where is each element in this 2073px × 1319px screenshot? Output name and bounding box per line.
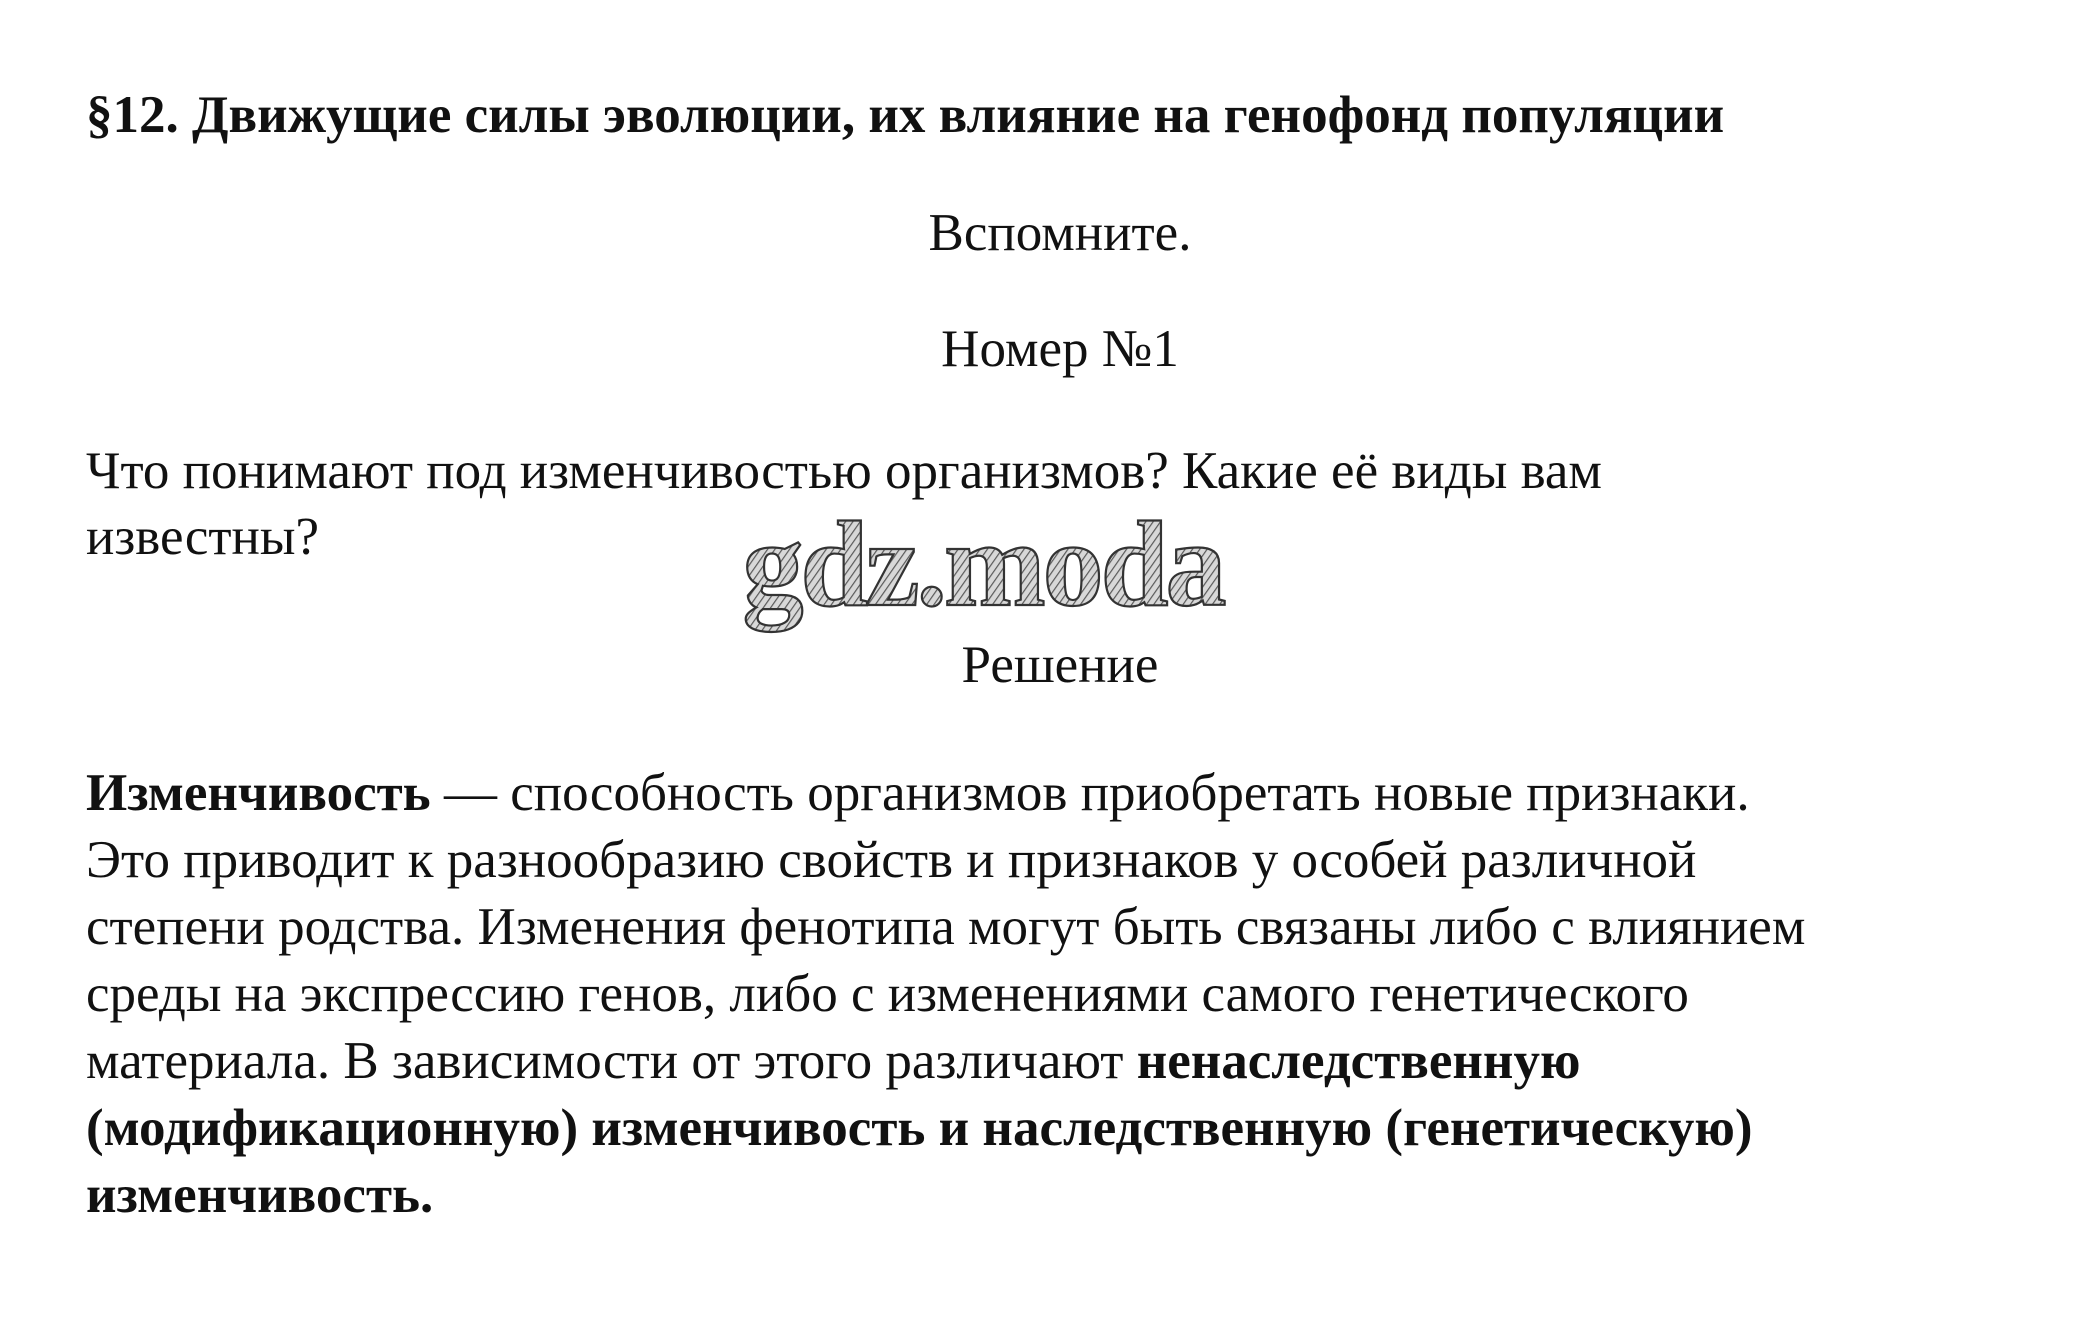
answer-line: степени родства. Изменения фенотипа могут быть связаны либо с влиянием bbox=[86, 898, 1806, 956]
answer-line: среды на экспрессию генов, либо с изменениями самого генетического bbox=[86, 965, 1689, 1023]
answer-line bbox=[86, 760, 2046, 827]
svg-text:gdz.moda: gdz.moda bbox=[742, 505, 1224, 632]
answer-line: Это приводит к разнообразию свойств и признаков у особей различной bbox=[86, 831, 1697, 889]
solution-label: Решение bbox=[961, 636, 1159, 694]
question-line: известны? bbox=[86, 508, 320, 566]
answer-line bbox=[86, 1028, 2046, 1095]
answer-text bbox=[86, 760, 2046, 1229]
term-bold: Изменчивость bbox=[86, 764, 431, 822]
answer-line-bold: изменчивость. bbox=[86, 1166, 434, 1224]
bold-fragment: ненаследственную bbox=[1136, 1032, 1581, 1090]
task-number: Номер №1 bbox=[941, 320, 1179, 378]
answer-fragment: материала. В зависимости от этого различают bbox=[86, 1032, 1137, 1090]
recall-label: Вспомните. bbox=[928, 204, 1192, 262]
section-heading: §12. Движущие силы эволюции, их влияние на генофонд популяции bbox=[86, 86, 1725, 144]
question-line: Что понимают под изменчивостью организмов? Какие её виды вам bbox=[86, 442, 1602, 500]
answer-fragment: — способность организмов приобретать новые признаки. bbox=[430, 764, 1750, 822]
answer-line-bold: (модификационную) изменчивость и наследственную (генетическую) bbox=[86, 1099, 1753, 1157]
